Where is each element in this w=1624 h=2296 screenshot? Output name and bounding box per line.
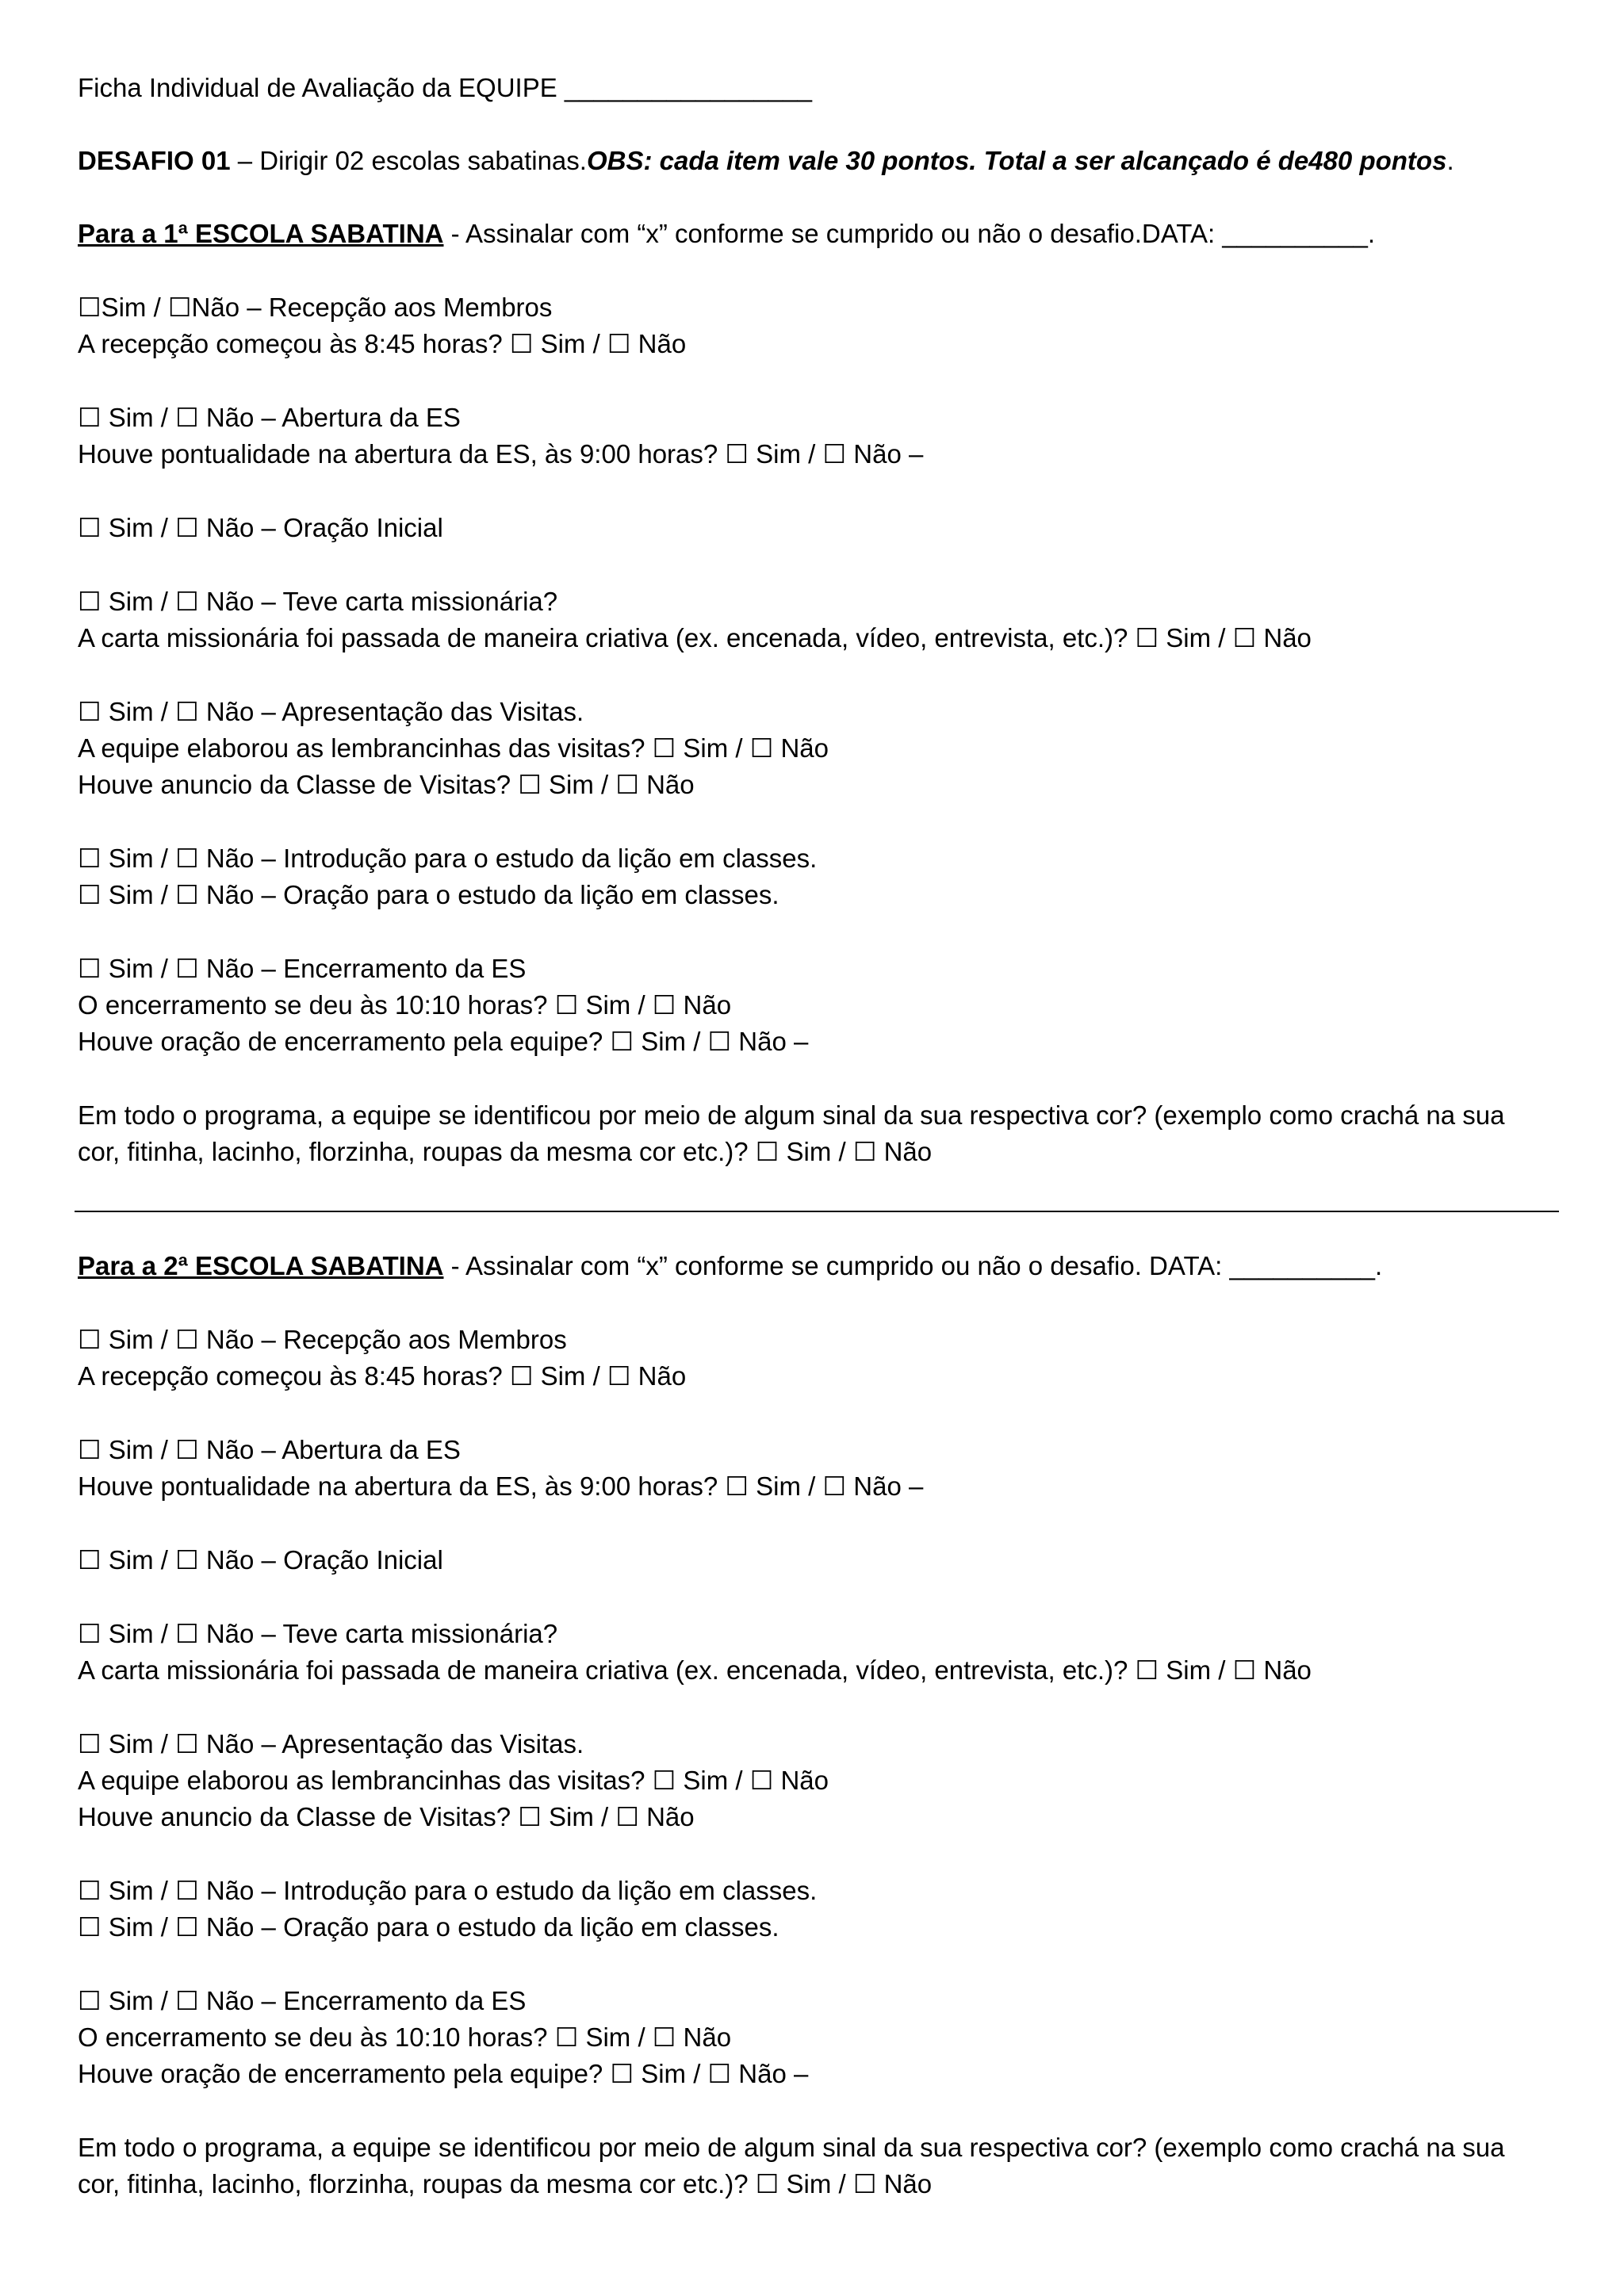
school2-introducao: ☐ Sim / ☐ Não – Introdução para o estudo da lição em classes. [78,1876,818,1905]
school2-encerramento: ☐ Sim / ☐ Não – Encerramento da ES [78,1986,527,2015]
school2-final-question: Em todo o programa, a equipe se identificou por meio de algum sinal da sua respectiva cor? (exemplo como crachá na sua cor, fitinha, lacinho, florzinha, roupas da mesma cor etc.)? ☐ Sim / ☐ Não [78,2133,1505,2198]
school1-encerramento-question-1: O encerramento se deu às 10:10 horas? ☐ Sim / ☐ Não [78,990,732,1020]
school2-encerramento-question-1: O encerramento se deu às 10:10 horas? ☐ Sim / ☐ Não [78,2022,732,2052]
school1-carta-question: A carta missionária foi passada de maneira criativa (ex. encenada, vídeo, entrevista, etc.)? ☐ Sim / ☐ Não [78,623,1312,652]
school2-oracao-inicial: ☐ Sim / ☐ Não – Oração Inicial [78,1545,443,1575]
school2-encerramento-question-2: Houve oração de encerramento pela equipe? ☐ Sim / ☐ Não – [78,2059,809,2088]
school1-final-question: Em todo o programa, a equipe se identificou por meio de algum sinal da sua respectiva cor? (exemplo como crachá na sua cor, fitinha, lacinho, florzinha, roupas da mesma cor etc.)? ☐ Sim / ☐ Não [78,1100,1505,1166]
school2-recepcao-question: A recepção começou às 8:45 horas? ☐ Sim / ☐ Não [78,1361,687,1391]
school2-abertura: ☐ Sim / ☐ Não – Abertura da ES [78,1435,461,1464]
school2-heading-line [78,1248,1382,1284]
school1-recepcao: ☐Sim / ☐Não – Recepção aos Membros [78,293,553,322]
desafio-obs: OBS: cada item vale 30 pontos. Total a ser alcançado é de480 pontos [586,146,1447,175]
school1-visitas-question-2: Houve anuncio da Classe de Visitas? ☐ Sim / ☐ Não [78,770,695,799]
school2-visitas-question-2: Houve anuncio da Classe de Visitas? ☐ Sim / ☐ Não [78,1802,695,1831]
school1-oracao-estudo: ☐ Sim / ☐ Não – Oração para o estudo da lição em classes. [78,880,779,909]
school1-abertura: ☐ Sim / ☐ Não – Abertura da ES [78,403,461,432]
school1-recepcao-question: A recepção começou às 8:45 horas? ☐ Sim / ☐ Não [78,329,687,358]
desafio-text: – Dirigir 02 escolas sabatinas. [230,146,587,175]
section-divider [75,1211,1559,1212]
desafio-end: . [1446,146,1454,175]
school2-heading: Para a 2ª ESCOLA SABATINA [78,1251,444,1280]
school1-encerramento-question-2: Houve oração de encerramento pela equipe? ☐ Sim / ☐ Não – [78,1027,809,1056]
school1-instruction: - Assinalar com “x” conforme se cumprido ou não o desafio.DATA: __________. [443,219,1376,248]
school1-abertura-question: Houve pontualidade na abertura da ES, às 9:00 horas? ☐ Sim / ☐ Não – [78,439,924,469]
school1-carta: ☐ Sim / ☐ Não – Teve carta missionária? [78,587,558,616]
school2-oracao-estudo: ☐ Sim / ☐ Não – Oração para o estudo da lição em classes. [78,1912,779,1942]
school1-introducao: ☐ Sim / ☐ Não – Introdução para o estudo da lição em classes. [78,844,818,873]
desafio-label: DESAFIO 01 [78,146,231,175]
school1-visitas: ☐ Sim / ☐ Não – Apresentação das Visitas. [78,697,584,726]
form-title: Ficha Individual de Avaliação da EQUIPE _________________ [78,73,812,102]
school2-instruction: - Assinalar com “x” conforme se cumprido ou não o desafio. DATA: __________. [443,1251,1383,1280]
school1-visitas-question-1: A equipe elaborou as lembrancinhas das visitas? ☐ Sim / ☐ Não [78,733,829,763]
school1-heading: Para a 1ª ESCOLA SABATINA [78,219,444,248]
school2-recepcao: ☐ Sim / ☐ Não – Recepção aos Membros [78,1325,567,1354]
school2-visitas: ☐ Sim / ☐ Não – Apresentação das Visitas. [78,1729,584,1758]
school2-visitas-question-1: A equipe elaborou as lembrancinhas das visitas? ☐ Sim / ☐ Não [78,1766,829,1795]
desafio-line [78,143,1454,179]
school2-carta-question: A carta missionária foi passada de maneira criativa (ex. encenada, vídeo, entrevista, etc.)? ☐ Sim / ☐ Não [78,1655,1312,1685]
school1-heading-line [78,216,1375,252]
school1-encerramento: ☐ Sim / ☐ Não – Encerramento da ES [78,954,527,983]
school2-abertura-question: Houve pontualidade na abertura da ES, às 9:00 horas? ☐ Sim / ☐ Não – [78,1471,924,1501]
school2-carta: ☐ Sim / ☐ Não – Teve carta missionária? [78,1619,558,1648]
school1-oracao-inicial: ☐ Sim / ☐ Não – Oração Inicial [78,513,443,542]
